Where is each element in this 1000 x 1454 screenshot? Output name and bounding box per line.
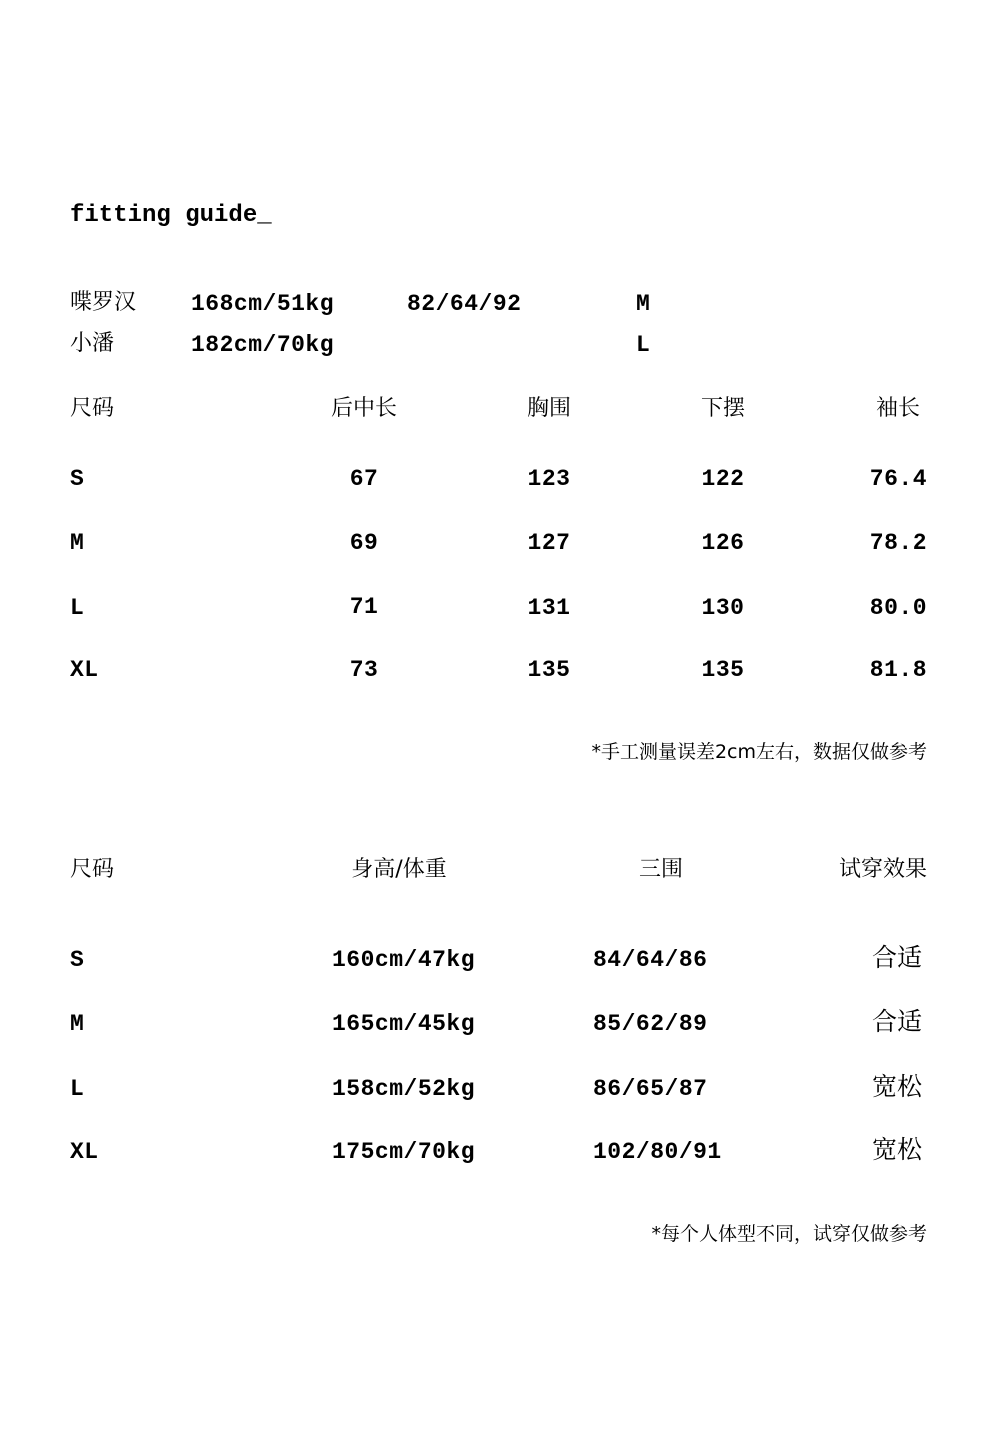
- model-name: 小潘: [70, 331, 115, 356]
- size-table-header: 袖长: [875, 396, 920, 421]
- table-cell-size: S: [70, 466, 85, 492]
- table-cell-fit: 宽松: [871, 1072, 922, 1101]
- table-cell: 165cm/45kg: [332, 1011, 476, 1037]
- table-cell: 131: [527, 595, 571, 621]
- table-cell: 135: [701, 657, 745, 683]
- fit-table-header: 三围: [638, 857, 684, 882]
- model-height-weight: 182cm/70kg: [191, 332, 335, 358]
- table-cell-size: L: [70, 595, 85, 621]
- table-cell: 69: [349, 530, 379, 556]
- size-table-note: *手工测量误差2cm左右，数据仅做参考: [591, 741, 927, 763]
- table-cell: 71: [349, 594, 379, 620]
- table-cell: 123: [527, 466, 571, 492]
- model-size: M: [636, 291, 651, 317]
- table-cell: 160cm/47kg: [332, 947, 476, 973]
- table-cell-size: S: [70, 947, 85, 973]
- table-cell: 158cm/52kg: [332, 1076, 476, 1102]
- table-cell: 84/64/86: [593, 947, 708, 973]
- table-cell: 76.4: [869, 466, 927, 492]
- table-cell-size: XL: [70, 1139, 99, 1165]
- model-measurements: 82/64/92: [407, 291, 522, 317]
- model-height-weight: 168cm/51kg: [191, 291, 335, 317]
- table-cell: 130: [701, 595, 745, 621]
- model-size: L: [636, 332, 651, 358]
- table-cell-size: L: [70, 1076, 85, 1102]
- fit-table-header: 试穿效果: [838, 857, 927, 882]
- table-cell: 85/62/89: [593, 1011, 708, 1037]
- table-cell: 135: [527, 657, 571, 683]
- table-cell: 127: [527, 530, 571, 556]
- fit-table-note: *每个人体型不同，试穿仅做参考: [651, 1223, 927, 1245]
- table-cell: 81.8: [869, 657, 927, 683]
- table-cell-size: XL: [70, 657, 99, 683]
- model-name: 喋罗汉: [70, 290, 137, 315]
- table-cell-fit: 宽松: [871, 1135, 922, 1164]
- table-cell-size: M: [70, 530, 85, 556]
- fit-table-header: 身高/体重: [351, 857, 447, 882]
- table-cell: 126: [701, 530, 745, 556]
- table-cell: 80.0: [869, 595, 927, 621]
- table-cell: 122: [701, 466, 745, 492]
- table-cell: 102/80/91: [593, 1139, 722, 1165]
- size-table-header: 后中长: [330, 396, 398, 421]
- table-cell: 67: [349, 466, 379, 492]
- table-cell: 86/65/87: [593, 1076, 708, 1102]
- table-cell: 78.2: [869, 530, 927, 556]
- table-cell-fit: 合适: [871, 1007, 922, 1036]
- table-cell-fit: 合适: [871, 943, 922, 972]
- size-table-header: 下摆: [700, 396, 746, 421]
- table-cell-size: M: [70, 1011, 85, 1037]
- size-table-header: 胸围: [526, 396, 572, 421]
- fit-table-header: 尺码: [70, 857, 115, 882]
- size-table-header: 尺码: [70, 396, 115, 421]
- table-cell: 175cm/70kg: [332, 1139, 476, 1165]
- table-cell: 73: [349, 657, 379, 683]
- page-title: fitting guide_: [70, 202, 272, 229]
